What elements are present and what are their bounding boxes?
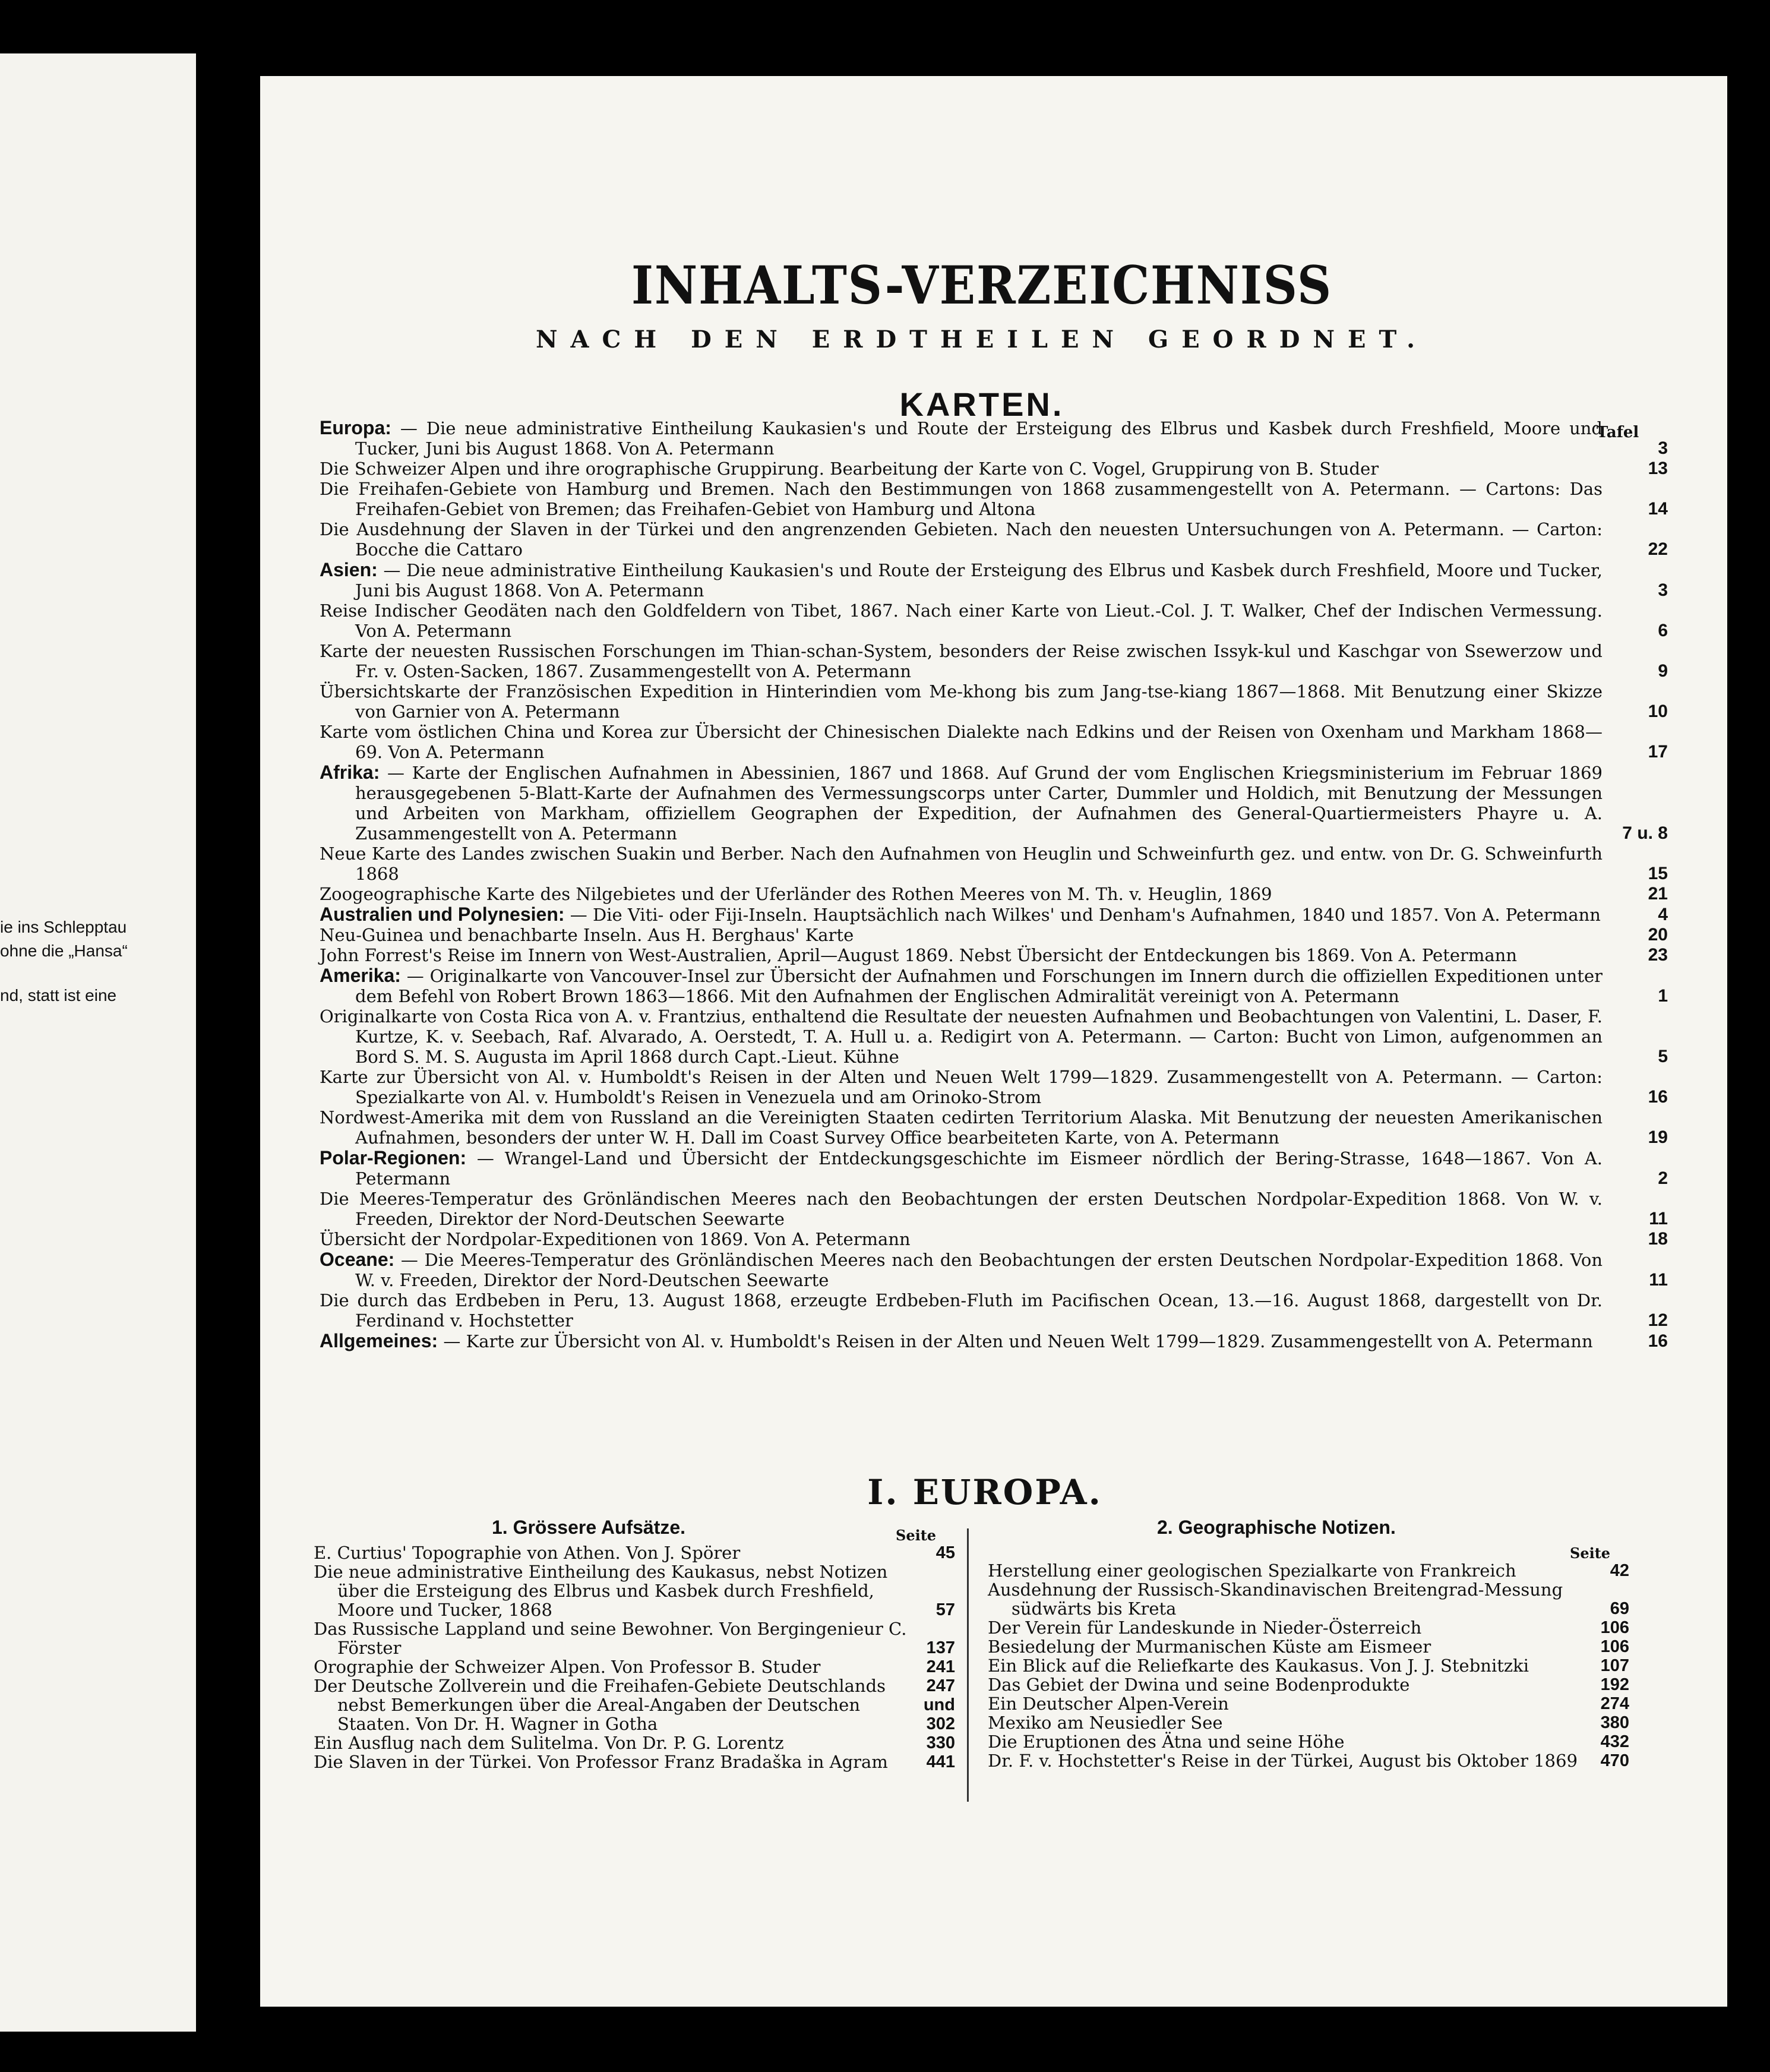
tafel-column-label: Tafel [1597,424,1639,441]
page-number: 107 [1600,1656,1629,1675]
map-entry-text: Übersichtskarte der Französischen Expedition in Hinterindien vom Me-khong bis zum Jang-tse-kiang 1867—1868. Mit Benutzung einer Skizze von Garnier von A. Petermann [320,681,1603,722]
geographic-notes-list [988,1561,1629,1771]
map-entry-text: Nordwest-Amerika mit dem von Russland an die Vereinigten Staaten cedirten Territorium Alaska. Mit Benutzung der neuesten Amerikanischen Aufnahmen, besonders der unter W. H. Dall im Coast Survey Office bearbeiteten Karte, von A. Petermann [320,1107,1603,1148]
article-title: Ein Ausflug nach dem Sulitelma. Von Dr. P. G. Lorentz [314,1733,784,1753]
tafel-number: 12 [1648,1310,1668,1330]
article-title: Orographie der Schweizer Alpen. Von Professor B. Studer [314,1657,821,1677]
tafel-number: 23 [1648,945,1668,965]
article-title: Die Slaven in der Türkei. Von Professor Franz Bradaška in Agram [314,1752,888,1772]
tafel-number: 15 [1648,864,1668,883]
tafel-number: 16 [1648,1087,1668,1107]
map-entry [320,1290,1668,1331]
tafel-number: 13 [1648,459,1668,478]
page-number: 441 [926,1752,955,1771]
left-page-edge [0,53,196,2032]
page-number: 42 [1610,1561,1629,1580]
map-entry-text: Originalkarte von Costa Rica von A. v. Frantzius, enthaltend die Resultate der neuesten Aufnahmen und Beobachtungen von Valentini, L. Daser, F. Kurtze, K. v. Seebach, Raf. Alvarado, A. Oerstedt, T. A. Hull u. a. Redigirt von A. Petermann. — Carton: Bucht von Limon, aufgenommen an Bord S. M. S. Augusta im April 1868 durch Capt.-Lieut. Kühne [320,1006,1603,1067]
tafel-number: 4 [1658,905,1668,924]
article-entry [988,1732,1629,1752]
page-number: 330 [926,1733,955,1752]
map-entry [320,1249,1668,1290]
region-label: Polar-Regionen: [320,1147,467,1168]
map-entry-text: — Karte der Englischen Aufnahmen in Abessinien, 1867 und 1868. Auf Grund der vom Englischen Kriegsministerium im Februar 1869 herausgegebenen 5-Blatt-Karte der Aufnahmen des Vermessungscorps unter Carter, Dummler und Holdich, mit Benutzung der Messungen und Arbeiten von Markham, offiziellem Geographen der Expedition, der Aufnahmen des General-Quartiermeisters Phayre u. A. Zusammengestellt von A. Petermann [355,763,1603,844]
article-title: Herstellung einer geologischen Spezialkarte von Frankreich [988,1561,1516,1581]
left-page-fragment: ie ins Schlepptau [0,918,127,936]
article-entry [988,1561,1629,1581]
map-entry [320,884,1668,904]
map-entry [320,601,1668,641]
tafel-number: 11 [1649,1270,1668,1290]
seite-label-right: Seite [1570,1544,1611,1562]
tafel-number: 14 [1648,499,1668,519]
map-entry [320,945,1668,965]
tafel-number: 3 [1658,580,1668,600]
page-number: 106 [1600,1637,1629,1656]
page-number: 69 [1610,1599,1629,1618]
map-entry-text: Karte zur Übersicht von Al. v. Humboldt's Reisen in der Alten und Neuen Welt 1799—1829. Zusammengestellt von A. Petermann. — Carton: Spezialkarte von Al. v. Humboldt's Reisen in Venezuela und am Orinoko-Strom [320,1067,1603,1107]
tafel-number: 1 [1658,986,1668,1006]
article-title: Ein Blick auf die Reliefkarte des Kaukasus. Von J. J. Stebnitzki [988,1656,1529,1676]
left-page-fragment: ohne die „Hansa“ [0,942,128,960]
tafel-number: 6 [1658,621,1668,640]
tafel-number: 10 [1648,702,1668,721]
map-entry [320,965,1668,1006]
article-title: Der Verein für Landeskunde in Nieder-Österreich [988,1618,1422,1638]
article-title: Die Eruptionen des Ätna und seine Höhe [988,1732,1345,1752]
article-title: Ein Deutscher Alpen-Verein [988,1694,1229,1714]
map-entry [320,1107,1668,1148]
map-entry-text: Karte vom östlichen China und Korea zur Übersicht der Chinesischen Dialekte nach Edkins und der Reisen von Oxenham und Markham 1868—69. Von A. Petermann [320,722,1603,762]
map-entry [320,1006,1668,1067]
map-entry-text: Karte der neuesten Russischen Forschungen im Thian-schan-System, besonders der Reise zwischen Issyk-kul und Kaschgar von Ssewerzow und Fr. v. Osten-Sacken, 1867. Zusammengestellt von A. Petermann [320,641,1603,681]
map-entry [320,519,1668,560]
karten-heading: KARTEN. [899,386,1064,423]
region-label: Asien: [320,559,378,580]
map-entry [320,459,1668,479]
article-entry [988,1713,1629,1733]
article-title: Besiedelung der Murmanischen Küste am Eismeer [988,1637,1431,1657]
map-entry-text: Zoogeographische Karte des Nilgebietes und der Uferländer des Rothen Meeres von M. Th. v. Heuglin, 1869 [320,884,1272,904]
page-number: 106 [1600,1618,1629,1637]
page-number: 241 [926,1657,955,1676]
page-title: INHALTS-VERZEICHNISS [631,254,1332,316]
article-entry [314,1562,955,1620]
article-title: Der Deutsche Zollverein und die Freihafen-Gebiete Deutschlands nebst Bemerkungen über die Areal-Angaben der Deutschen Staaten. Von Dr. H. Wagner in Gotha [314,1676,886,1734]
page-number: 247 und 302 [923,1676,955,1733]
geographic-notes-heading: 2. Geographische Notizen. [1157,1517,1396,1538]
map-entry-text: Neue Karte des Landes zwischen Suakin und Berber. Nach den Aufnahmen von Heuglin und Schweinfurth gez. und entw. von Dr. G. Schweinfurth 1868 [320,844,1603,884]
map-entry [320,762,1668,844]
article-entry [988,1675,1629,1695]
map-entry-text: — Karte zur Übersicht von Al. v. Humboldt's Reisen in der Alten und Neuen Welt 1799—1829. Zusammengestellt von A. Petermann [443,1331,1593,1351]
seite-label-left: Seite [896,1527,937,1544]
tafel-number: 5 [1658,1047,1668,1066]
article-title: Die neue administrative Eintheilung des Kaukasus, nebst Notizen über die Ersteigung des Elbrus und Kasbek durch Freshfield, Moore und Tucker, 1868 [314,1562,888,1620]
map-entry-text: — Die Viti- oder Fiji-Inseln. Hauptsächlich nach Wilkes' und Denham's Aufnahmen, 1840 und 1857. Von A. Petermann [570,905,1601,925]
map-entry-text: Reise Indischer Geodäten nach den Goldfeldern von Tibet, 1867. Nach einer Karte von Lieut.-Col. J. T. Walker, Chef der Indischen Vermessung. Von A. Petermann [320,601,1603,641]
map-entry-text: Die Schweizer Alpen und ihre orographische Gruppirung. Bearbeitung der Karte von C. Vogel, Gruppirung von B. Studer [320,459,1379,479]
map-entry [320,1067,1668,1107]
page-number: 57 [935,1600,955,1619]
page-number: 380 [1600,1713,1629,1732]
map-entry [320,1147,1668,1189]
article-title: Das Russische Lappland und seine Bewohner. Von Bergingenieur C. Förster [314,1619,907,1658]
article-title: Ausdehnung der Russisch-Skandinavischen Breitengrad-Messung südwärts bis Kreta [988,1580,1563,1619]
map-entry [320,479,1668,519]
map-entry-text: Die durch das Erdbeben in Peru, 13. August 1868, erzeugte Erdbeben-Fluth im Pacifischen Ocean, 13.—16. August 1868, dargestellt von Dr. Ferdinand v. Hochstetter [320,1290,1603,1331]
page-number: 470 [1600,1751,1629,1770]
map-entry [320,844,1668,884]
map-entry [320,904,1668,925]
tafel-number: 19 [1648,1127,1668,1147]
article-entry [314,1676,955,1734]
article-entry [314,1752,955,1772]
page-subtitle: NACH DEN ERDTHEILEN GEORDNET. [535,326,1428,353]
article-title: Das Gebiet der Dwina und seine Bodenprodukte [988,1675,1410,1695]
map-entry-text: Die Meeres-Temperatur des Grönländischen Meeres nach den Beobachtungen der ersten Deutschen Nordpolar-Expedition 1868. Von W. v. Freeden, Direktor der Nord-Deutschen Seewarte [320,1189,1603,1229]
tafel-number: 2 [1658,1168,1668,1188]
tafel-number: 20 [1648,925,1668,945]
map-entry [320,925,1668,945]
article-title: Mexiko am Neusiedler See [988,1713,1223,1733]
region-label: Amerika: [320,965,401,986]
map-entry-text: Übersicht der Nordpolar-Expeditionen von 1869. Von A. Petermann [320,1229,911,1249]
article-entry [988,1637,1629,1657]
article-entry [314,1543,955,1563]
region-label: Afrika: [320,762,380,783]
larger-articles-heading: 1. Grössere Aufsätze. [492,1517,686,1538]
map-entry-text: John Forrest's Reise im Innern von West-Australien, April—August 1869. Nebst Übersicht der Entdeckungen bis 1869. Von A. Petermann [320,945,1518,965]
page-number: 274 [1600,1694,1629,1713]
map-entry-text: Neu-Guinea und benachbarte Inseln. Aus H. Berghaus' Karte [320,925,854,945]
page-number: 192 [1600,1675,1629,1694]
book-spine [196,53,260,2032]
map-entry-text: Die Ausdehnung der Slaven in der Türkei und den angrenzenden Gebieten. Nach den neuesten Untersuchungen von A. Petermann. — Carton: Bocche die Cattaro [320,519,1603,560]
tafel-number: 21 [1648,884,1668,904]
region-label: Australien und Polynesien: [320,904,565,925]
page-number: 432 [1600,1732,1629,1751]
map-entry [320,1330,1668,1351]
tafel-number: 9 [1658,661,1668,681]
article-entry [988,1751,1629,1771]
article-entry [988,1656,1629,1676]
left-page-fragment: nd, statt ist eine [0,986,117,1005]
map-entry-text: — Die neue administrative Eintheilung Kaukasien's und Route der Ersteigung des Elbrus und Kasbek durch Freshfield, Moore und Tucker, Juni bis August 1868. Von A. Petermann [355,418,1603,459]
tafel-number: 16 [1648,1331,1668,1351]
tafel-number: 17 [1648,742,1668,762]
article-entry [988,1580,1629,1619]
index-page [260,76,1727,2007]
article-entry [988,1618,1629,1638]
article-entry [314,1733,955,1753]
map-entry [320,681,1668,722]
map-entry [320,1229,1668,1249]
tafel-number: 18 [1648,1229,1668,1249]
larger-articles-list [314,1543,955,1772]
tafel-number: 11 [1649,1209,1668,1228]
article-title: Dr. F. v. Hochstetter's Reise in der Türkei, August bis Oktober 1869 [988,1751,1578,1771]
region-label: Europa: [320,417,391,438]
article-title: E. Curtius' Topographie von Athen. Von J. Spörer [314,1543,741,1563]
map-entry [320,722,1668,762]
map-entry-text: — Die Meeres-Temperatur des Grönländischen Meeres nach den Beobachtungen der ersten Deutschen Nordpolar-Expedition 1868. Von W. v. Freeden, Direktor der Nord-Deutschen Seewarte [355,1250,1603,1290]
page-number: 45 [935,1543,955,1562]
column-divider [967,1528,969,1802]
tafel-number: 3 [1658,438,1668,458]
europa-section-heading: I. EUROPA. [867,1472,1102,1512]
tafel-number: 22 [1648,539,1668,559]
map-entry [320,1189,1668,1229]
article-entry [314,1657,955,1677]
tafel-number: 7 u. 8 [1622,823,1668,843]
map-entry [320,641,1668,681]
map-entry-text: — Die neue administrative Eintheilung Kaukasien's und Route der Ersteigung des Elbrus und Kasbek durch Freshfield, Moore und Tucker, Juni bis August 1868. Von A. Petermann [355,560,1603,601]
article-entry [988,1694,1629,1714]
page-number: 137 [926,1638,955,1657]
map-entry-text: Die Freihafen-Gebiete von Hamburg und Bremen. Nach den Bestimmungen von 1868 zusammengestellt von A. Petermann. — Cartons: Das Freihafen-Gebiet von Bremen; das Freihafen-Gebiet von Hamburg und Altona [320,479,1603,519]
region-label: Allgemeines: [320,1330,438,1351]
region-label: Oceane: [320,1249,395,1270]
map-entry-text: — Originalkarte von Vancouver-Insel zur Übersicht der Aufnahmen und Forschungen im Innern durch die offiziellen Expeditionen unter dem Befehl von Robert Brown 1863—1866. Mit den Aufnahmen der Englischen Admiralität vereinigt von A. Petermann [355,966,1603,1006]
map-entry [320,559,1668,601]
map-entry-text: — Wrangel-Land und Übersicht der Entdeckungsgeschichte im Eismeer nördlich der Bering-Strasse, 1648—1867. Von A. Petermann [355,1148,1603,1189]
article-entry [314,1619,955,1658]
